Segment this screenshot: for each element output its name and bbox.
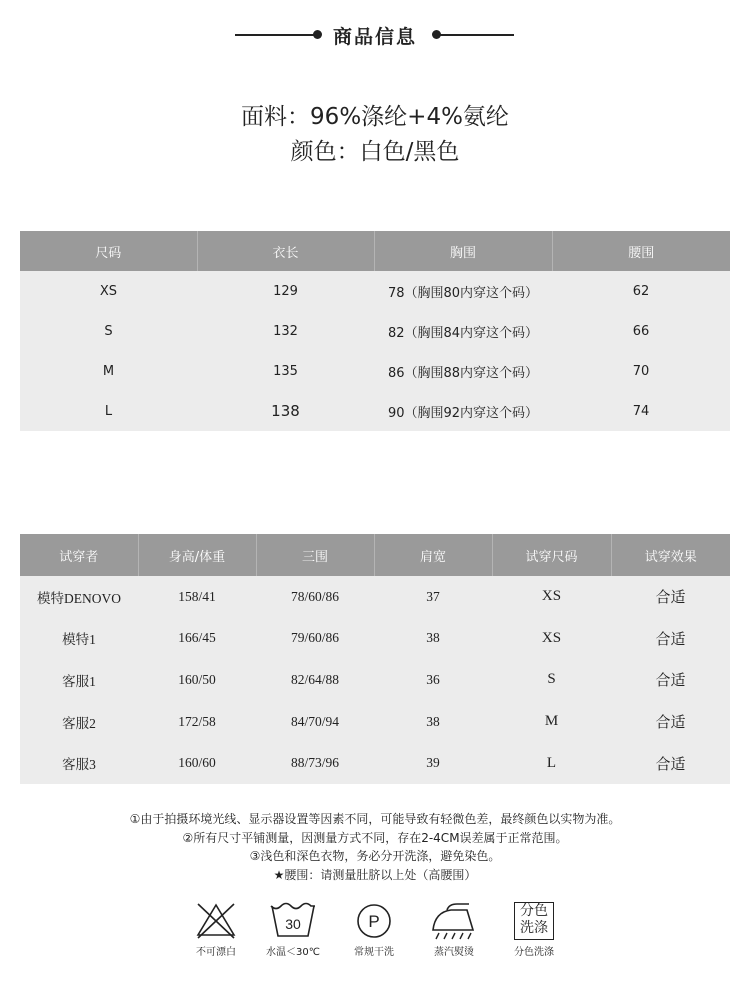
care-dry-clean <box>334 900 414 958</box>
fit-table <box>20 534 730 784</box>
header-line-left <box>235 34 317 36</box>
note-line: ②所有尺寸平铺测量，因测量方式不同，存在2-4CM误差属于正常范围。 <box>182 830 568 845</box>
bust-cell: 86（胸围88内穿这个码） <box>374 351 552 391</box>
header-size: 尺码 <box>20 231 197 271</box>
table-row <box>20 659 730 701</box>
steam-iron-icon <box>427 900 481 940</box>
measurements-cell: 84/70/94 <box>256 701 374 743</box>
fit-size-cell: S <box>492 659 611 701</box>
table-row <box>20 618 730 660</box>
bust-cell: 90（胸围92内穿这个码） <box>374 391 552 431</box>
shoulder-cell: 38 <box>374 618 492 660</box>
care-label: 水温＜30℃ <box>266 947 320 958</box>
header-height-weight: 身高/体重 <box>138 534 256 576</box>
header-waist: 腰围 <box>552 231 730 271</box>
fit-table-header <box>20 534 730 576</box>
care-label: 不可漂白 <box>196 947 236 958</box>
wash-temp-text: 30 <box>285 916 301 932</box>
note-line: ③浅色和深色衣物，务必分开洗涤，避免染色。 <box>249 849 501 863</box>
size-cell: XS <box>20 271 197 311</box>
size-table-header <box>20 231 730 271</box>
waist-cell: 74 <box>552 391 730 431</box>
notes <box>0 810 750 884</box>
waist-cell: 62 <box>552 271 730 311</box>
header-shoulder: 肩宽 <box>374 534 492 576</box>
separate-icon-line2: 洗涤 <box>520 920 548 936</box>
length-cell: 135 <box>197 351 374 391</box>
size-cell: M <box>20 351 197 391</box>
separate-icon-line1: 分色 <box>520 903 548 919</box>
tester-cell: 模特1 <box>20 618 138 660</box>
table-row <box>20 701 730 743</box>
height-weight-cell: 172/58 <box>138 701 256 743</box>
fit-size-cell: XS <box>492 576 611 618</box>
dry-clean-icon <box>352 900 396 940</box>
care-instructions <box>0 900 750 970</box>
fit-result-cell: 合适 <box>611 701 730 743</box>
shoulder-cell: 36 <box>374 659 492 701</box>
fit-size-cell: L <box>492 742 611 784</box>
length-cell: 138 <box>197 391 374 431</box>
table-row <box>20 271 730 311</box>
separate-wash-icon <box>514 902 554 940</box>
table-row <box>20 576 730 618</box>
header-fit-size: 试穿尺码 <box>492 534 611 576</box>
fit-result-cell: 合适 <box>611 742 730 784</box>
fit-size-cell: XS <box>492 618 611 660</box>
header-fit-result: 试穿效果 <box>611 534 730 576</box>
size-table <box>20 231 730 431</box>
care-separate-wash <box>494 900 574 958</box>
dry-clean-letter: P <box>368 912 380 931</box>
tester-cell: 模特DENOVO <box>20 576 138 618</box>
note-line: ①由于拍摄环境光线、显示器设置等因素不同，可能导致有轻微色差，最终颜色以实物为准。 <box>129 812 621 826</box>
table-row <box>20 391 730 431</box>
tester-cell: 客服2 <box>20 701 138 743</box>
measurements-cell: 79/60/86 <box>256 618 374 660</box>
tester-cell: 客服3 <box>20 742 138 784</box>
tester-cell: 客服1 <box>20 659 138 701</box>
care-steam-iron <box>414 900 494 958</box>
color-info: 颜色：白色/黑色 <box>290 139 460 165</box>
header-measurements: 三围 <box>256 534 374 576</box>
shoulder-cell: 37 <box>374 576 492 618</box>
height-weight-cell: 160/50 <box>138 659 256 701</box>
header-line-right <box>434 34 514 36</box>
care-label: 常规干洗 <box>354 947 394 958</box>
wash-tub-icon <box>268 900 318 940</box>
section-header <box>0 18 750 52</box>
shoulder-cell: 39 <box>374 742 492 784</box>
table-row <box>20 742 730 784</box>
header-length: 衣长 <box>197 231 374 271</box>
care-label: 分色洗涤 <box>514 947 554 958</box>
fit-result-cell: 合适 <box>611 618 730 660</box>
height-weight-cell: 166/45 <box>138 618 256 660</box>
length-cell: 129 <box>197 271 374 311</box>
section-title: 商品信息 <box>332 26 417 48</box>
waist-cell: 70 <box>552 351 730 391</box>
note-line: ★腰围：请测量肚脐以上处（高腰围） <box>273 867 477 882</box>
size-cell: L <box>20 391 197 431</box>
fit-result-cell: 合适 <box>611 576 730 618</box>
length-cell: 132 <box>197 311 374 351</box>
measurements-cell: 78/60/86 <box>256 576 374 618</box>
care-label: 蒸汽熨烫 <box>434 947 474 958</box>
care-wash <box>253 900 333 958</box>
fit-size-cell: M <box>492 701 611 743</box>
shoulder-cell: 38 <box>374 701 492 743</box>
height-weight-cell: 160/60 <box>138 742 256 784</box>
table-row <box>20 311 730 351</box>
bust-cell: 82（胸围84内穿这个码） <box>374 311 552 351</box>
table-row <box>20 351 730 391</box>
header-bust: 胸围 <box>374 231 552 271</box>
measurements-cell: 82/64/88 <box>256 659 374 701</box>
size-cell: S <box>20 311 197 351</box>
measurements-cell: 88/73/96 <box>256 742 374 784</box>
care-no-bleach <box>176 900 256 958</box>
header-dot-left <box>313 30 322 39</box>
no-bleach-icon <box>194 900 238 940</box>
height-weight-cell: 158/41 <box>138 576 256 618</box>
bust-cell: 78（胸围80内穿这个码） <box>374 271 552 311</box>
header-tester: 试穿者 <box>20 534 138 576</box>
waist-cell: 66 <box>552 311 730 351</box>
fit-result-cell: 合适 <box>611 659 730 701</box>
fabric-info: 面料：96%涤纶+4%氨纶 <box>241 104 509 130</box>
